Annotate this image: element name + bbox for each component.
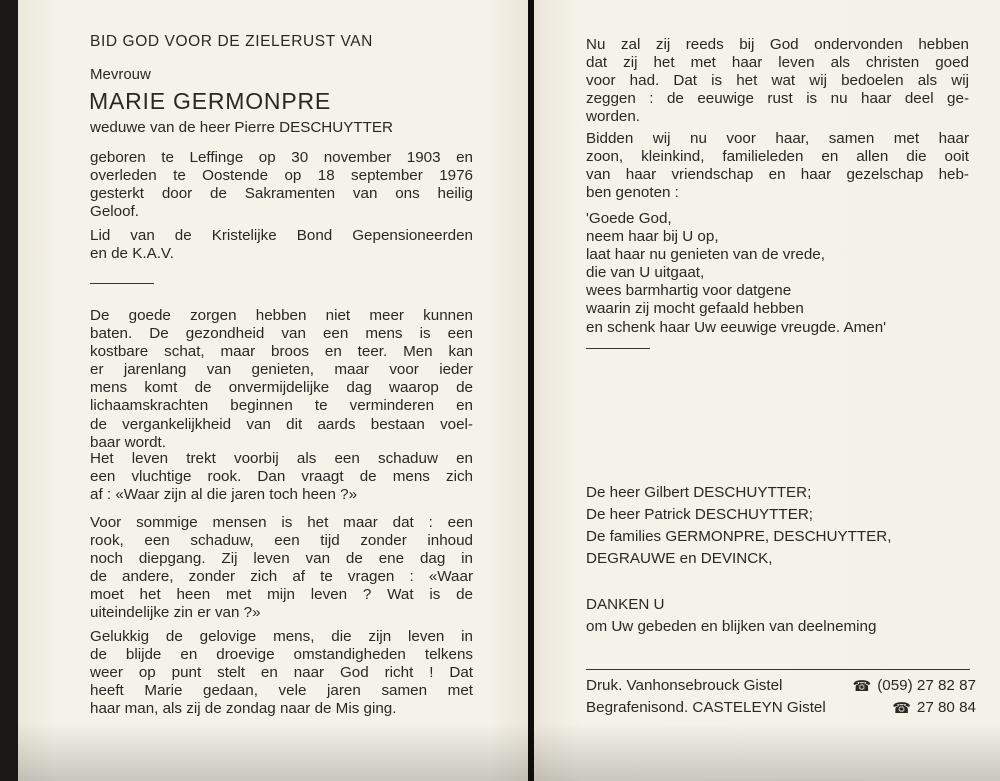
prayer-line: die van U uitgaat, bbox=[586, 264, 705, 282]
page-shadow bbox=[18, 723, 528, 781]
printer-phone bbox=[853, 677, 976, 695]
text-line: noch diepgang. Zij leven van de ene dag in bbox=[90, 550, 473, 568]
page-shadow bbox=[534, 723, 1000, 781]
birth-death-paragraph bbox=[90, 149, 473, 221]
text-line: kostbare schat, maar broos en teer. Men kan bbox=[90, 343, 473, 361]
text-line: Voor sommige mensen is het maar dat : een bbox=[90, 514, 473, 531]
text-line: moet het heen met mijn leven ? Wat is de bbox=[90, 586, 473, 604]
text-line: Het leven trekt voorbij als een schaduw en bbox=[90, 450, 473, 467]
text-line: haar man, als zij de zondag naar de Mis ging. bbox=[90, 700, 397, 718]
text-line: zeggen : de eeuwige rust is nu haar deel ge- bbox=[586, 90, 969, 108]
deceased-name: MARIE GERMONPRE bbox=[89, 88, 332, 114]
funeral-director-name: Begrafenisond. CASTELEYN Gistel bbox=[586, 699, 826, 717]
life-shadow-paragraph bbox=[90, 450, 473, 504]
prayer-line: neem haar bij U op, bbox=[586, 228, 719, 246]
text-line: heeft Marie gedaan, vele jaren samen met bbox=[90, 682, 473, 700]
thanks-title: DANKEN U bbox=[586, 596, 665, 613]
family-line: DEGRAUWE en DEVINCK, bbox=[586, 550, 773, 568]
header-prayer-line: BID GOD VOOR DE ZIELERUST VAN bbox=[90, 33, 373, 50]
right-page bbox=[534, 0, 1000, 781]
text-line: Gelukkig de gelovige mens, die zijn leven in bbox=[90, 628, 473, 645]
text-line: en de K.A.V. bbox=[90, 245, 174, 263]
text-line: De goede zorgen hebben niet meer kunnen bbox=[90, 307, 473, 324]
meaning-paragraph bbox=[90, 514, 473, 623]
text-line: rook, een schaduw, een tijd zonder inhoud bbox=[90, 532, 473, 550]
text-line: af : «Waar zijn al die jaren toch heen ?» bbox=[90, 486, 358, 504]
care-paragraph bbox=[90, 307, 473, 452]
funeral-director-phone bbox=[892, 699, 976, 717]
footer-rule bbox=[586, 669, 970, 670]
let-us-pray-paragraph bbox=[586, 130, 969, 202]
text-line: zoon, kleinkind, familieleden en allen die ooit bbox=[586, 148, 969, 166]
thanks-text: om Uw gebeden en blijken van deelneming bbox=[586, 618, 877, 636]
text-line: voor had. Dat is het wat wij bedoelen als wij bbox=[586, 72, 969, 90]
prayer-line: 'Goede God, bbox=[586, 210, 672, 227]
text-line: dat zij het met haar leven als christen goed bbox=[586, 54, 969, 72]
family-list bbox=[586, 484, 986, 568]
telephone-icon: ☎ bbox=[852, 677, 872, 695]
prayer-line: waarin zij mocht gefaald hebben bbox=[586, 300, 804, 318]
prayer-line: en schenk haar Uw eeuwige vreugde. Amen' bbox=[586, 318, 887, 336]
phone-number: (059) 27 82 87 bbox=[877, 677, 976, 694]
text-line: mens komt de onvermijdelijke dag waarop de bbox=[90, 379, 473, 397]
family-line: De heer Gilbert DESCHUYTTER; bbox=[586, 484, 812, 501]
text-line: de blijde en droevige omstandigheden telkens bbox=[90, 646, 473, 664]
text-line: er jarenlang van genieten, maar voor ieder bbox=[90, 361, 473, 379]
printer-footer bbox=[586, 677, 976, 717]
text-line: ben genoten : bbox=[586, 184, 679, 202]
left-page bbox=[18, 0, 528, 781]
text-line: lichaamskrachten beginnen te verminderen en bbox=[90, 397, 473, 415]
text-line: uiteindelijke zin er van ?» bbox=[90, 604, 261, 622]
text-line: baten. De gezondheid van een mens is een bbox=[90, 325, 473, 343]
family-line: De heer Patrick DESCHUYTTER; bbox=[586, 506, 814, 524]
text-line: baar wordt. bbox=[90, 433, 166, 451]
text-line: Bidden wij nu voor haar, samen met haar bbox=[586, 130, 969, 147]
text-line: de andere, zonder zich af te vragen : «Waar bbox=[90, 568, 473, 586]
faith-paragraph bbox=[90, 628, 473, 718]
membership-paragraph bbox=[90, 227, 473, 263]
family-line: De families GERMONPRE, DESCHUYTTER, bbox=[586, 528, 892, 546]
text-line: gesterkt door de Sakramenten van ons heilig bbox=[90, 185, 473, 203]
printer-name: Druk. Vanhonsebrouck Gistel bbox=[586, 677, 783, 694]
text-line: Geloof. bbox=[90, 203, 139, 221]
text-line: van haar vriendschap en haar gezelschap heb- bbox=[586, 166, 969, 184]
prayer-line: laat haar nu genieten van de vrede, bbox=[586, 246, 825, 264]
eternal-rest-paragraph bbox=[586, 36, 969, 126]
prayer-verse bbox=[586, 210, 969, 337]
prayer-line: wees barmhartig voor datgene bbox=[586, 282, 792, 300]
text-line: overleden te Oostende op 18 september 1976 bbox=[90, 167, 473, 185]
text-line: de vergankelijkheid van dit aards bestaan voel- bbox=[90, 415, 473, 433]
thanks-block bbox=[586, 596, 986, 636]
text-line: worden. bbox=[586, 108, 641, 126]
printer-row bbox=[586, 677, 976, 695]
widow-of-line: weduwe van de heer Pierre DESCHUYTTER bbox=[90, 119, 394, 136]
text-line: een vluchtige rook. Dan vraagt de mens zich bbox=[90, 468, 473, 486]
text-line: geboren te Leffinge op 30 november 1903 en bbox=[90, 149, 473, 166]
text-line: Lid van de Kristelijke Bond Gepensioneerden bbox=[90, 227, 473, 244]
funeral-director-row bbox=[586, 699, 976, 717]
divider-rule bbox=[90, 283, 154, 284]
text-line: Nu zal zij reeds bij God ondervonden hebben bbox=[586, 36, 969, 53]
telephone-icon: ☎ bbox=[892, 699, 911, 717]
title-prefix: Mevrouw bbox=[90, 66, 151, 83]
divider-rule bbox=[586, 348, 650, 349]
text-line: weer op punt stelt en naar God richt ! Dat bbox=[90, 664, 473, 682]
phone-number: 27 80 84 bbox=[916, 699, 976, 717]
